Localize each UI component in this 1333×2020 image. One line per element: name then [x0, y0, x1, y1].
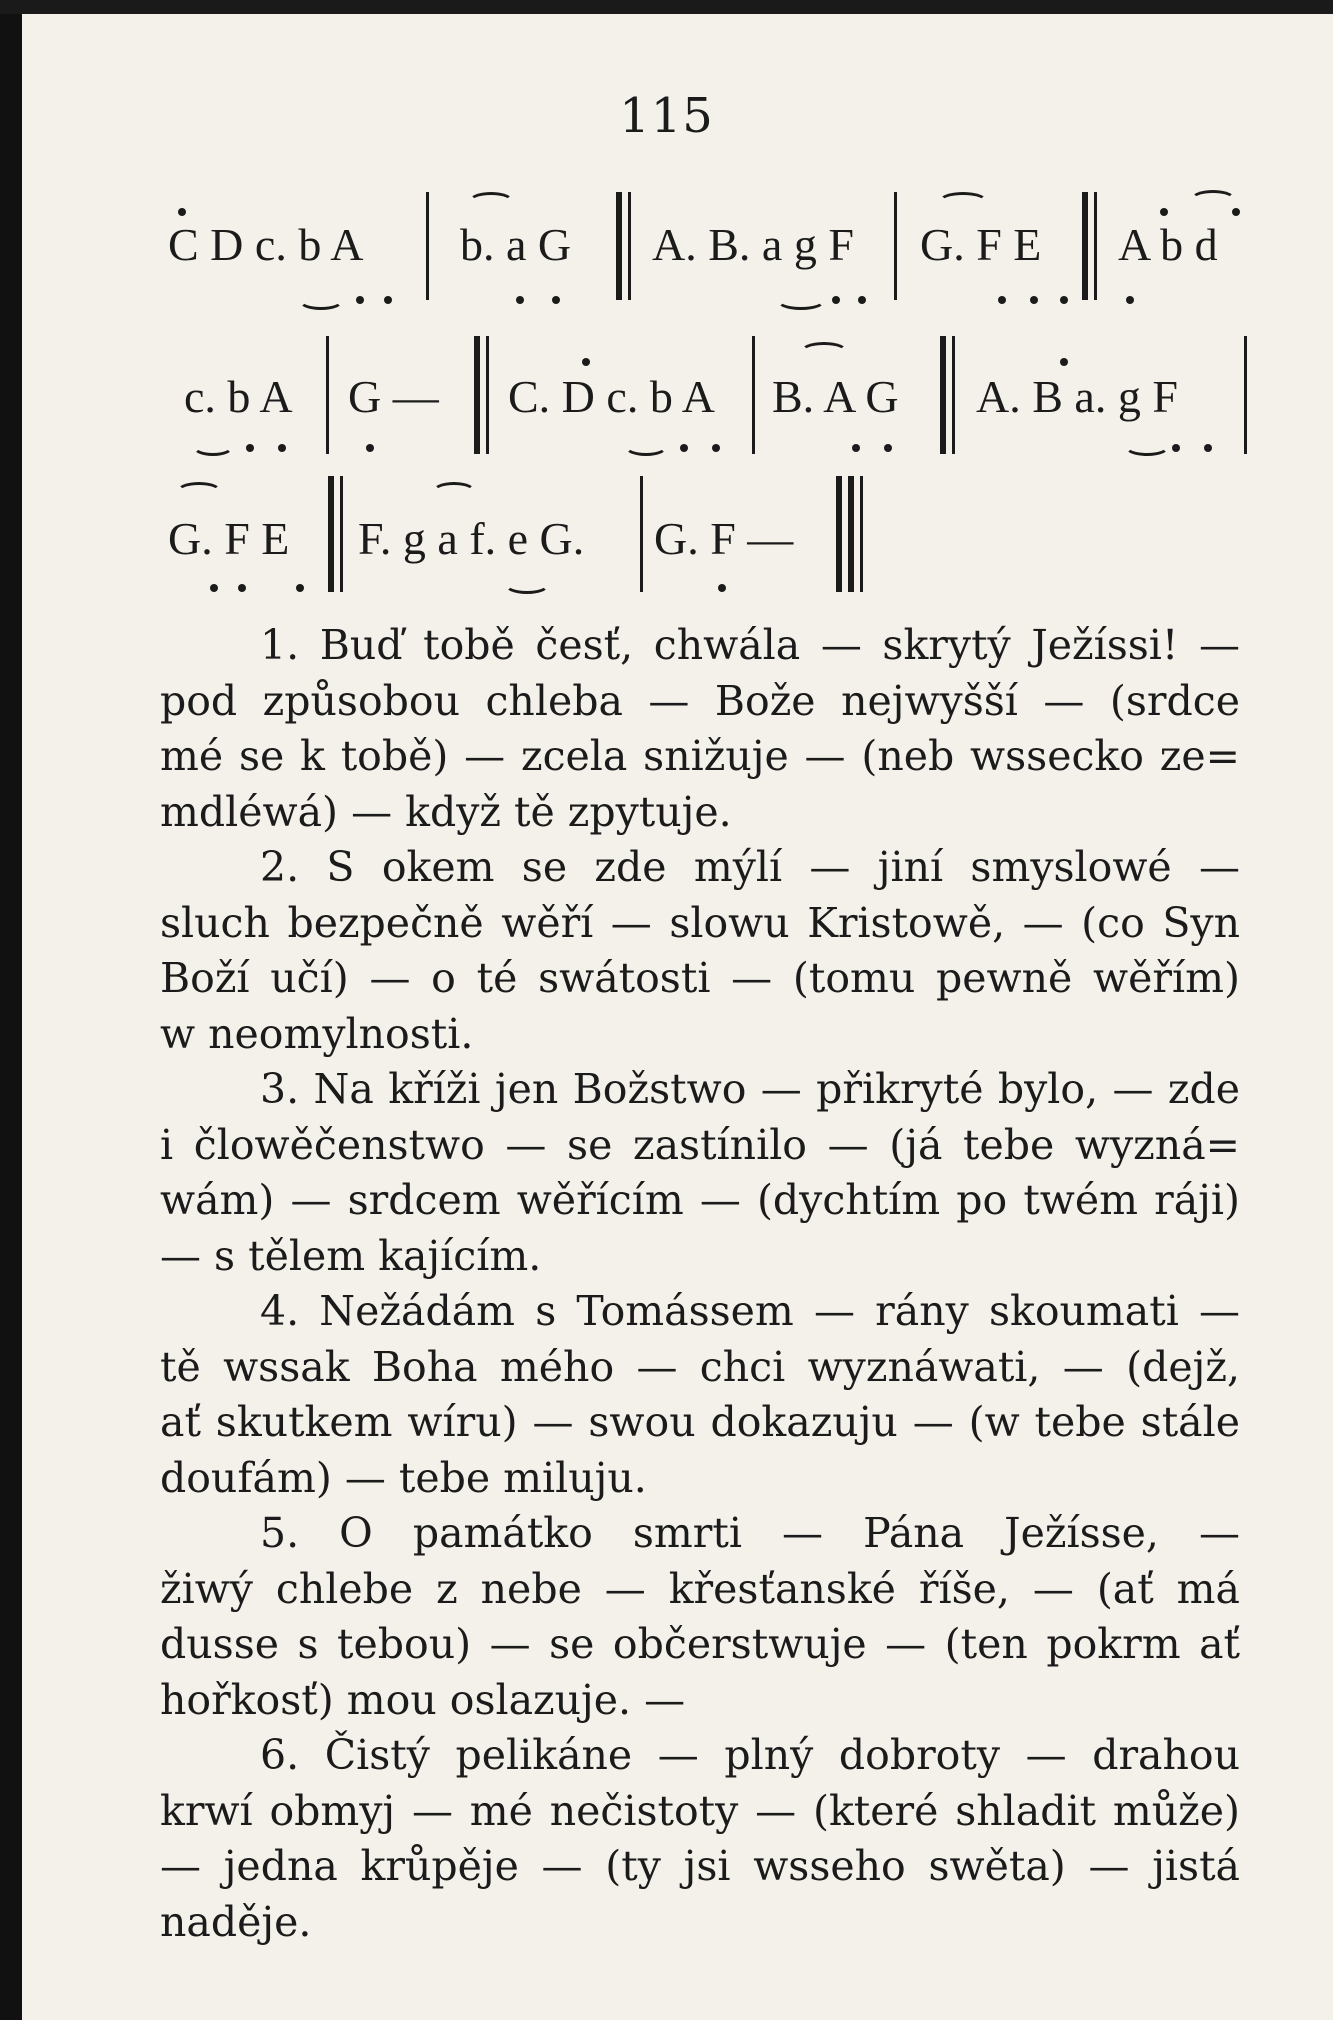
tie-mark	[192, 436, 234, 456]
bar-line	[752, 336, 755, 454]
hymn-text	[160, 618, 1240, 1950]
measure: F. g a f. e G.	[358, 513, 585, 564]
text-line: 4. Nežádám s Tomássem — rány skoumati —	[260, 1287, 1240, 1335]
measure: G. F E	[920, 219, 1042, 270]
note-dot	[832, 296, 840, 304]
text-line: doufám) — tebe miluju.	[160, 1453, 647, 1502]
note-dot	[238, 584, 246, 592]
note-dot	[1030, 296, 1038, 304]
double-bar-line	[474, 336, 480, 454]
note-dot	[210, 584, 218, 592]
tie-mark	[504, 574, 550, 594]
note-dot	[516, 296, 524, 304]
note-dot	[1060, 296, 1068, 304]
text-line: tě wssak Boha mého — chci wyznáwati, — (dejž,	[160, 1342, 1240, 1391]
page-number: 115	[619, 88, 714, 144]
text-line: — s tělem kajícím.	[160, 1231, 542, 1280]
slur-mark	[800, 342, 848, 362]
note-dot	[680, 444, 688, 452]
measure: C D c. b A	[168, 219, 364, 270]
bar-line	[326, 336, 329, 454]
note-dot	[712, 444, 720, 452]
tie-mark	[776, 290, 826, 310]
final-bar-line	[836, 476, 842, 592]
measure: G. F —	[654, 513, 794, 564]
text-line: Boží učí) — o té swátosti — (tomu pewně wěřím)	[160, 954, 1240, 1002]
slur-mark	[468, 192, 514, 212]
note-dot	[246, 444, 254, 452]
text-line: žiwý chlebe z nebe — křesťanské říše, — (ať má	[160, 1564, 1240, 1613]
text-line: i člowěčenstwo — se zastínilo — (já tebe wyzná=	[160, 1120, 1240, 1169]
double-bar-line	[1082, 192, 1088, 300]
slur-mark	[176, 482, 222, 502]
bar-line	[628, 192, 631, 300]
note-dot	[858, 296, 866, 304]
text-line: w neomylnosti.	[160, 1009, 474, 1058]
text-line: mé se k tobě) — zcela snižuje — (neb wssecko ze=	[160, 732, 1240, 780]
note-dot	[356, 296, 364, 304]
note-dot	[552, 296, 560, 304]
tie-mark	[1124, 436, 1170, 456]
note-dot	[1204, 444, 1212, 452]
note-dot	[718, 584, 726, 592]
text-line: — jedna krůpěje — (ty jsi wsseho swěta) — jistá	[160, 1842, 1240, 1890]
measure: G. F E	[168, 513, 290, 564]
note-dot	[366, 444, 374, 452]
measure: C. D c. b A	[508, 371, 715, 422]
note-dot	[852, 444, 860, 452]
bar-line	[952, 336, 955, 454]
bar-line	[1094, 192, 1097, 300]
measure: A b d	[1118, 219, 1218, 270]
tie-mark	[298, 290, 344, 310]
measure: G —	[348, 371, 439, 422]
text-line: sluch bezpečně wěří — slowu Kristowě, — (co Syn	[160, 898, 1240, 947]
text-line: 3. Na kříži jen Božstwo — přikryté bylo, — zde	[260, 1065, 1240, 1113]
text-line: pod způsobou chleba — Bože nejwyšší — (srdce	[160, 676, 1240, 725]
text-line: 2. S okem se zde mýlí — jiní smyslowé —	[260, 843, 1240, 891]
note-dot	[1126, 296, 1134, 304]
note-dot	[384, 296, 392, 304]
note-dot	[1160, 208, 1168, 216]
bar-line	[486, 336, 489, 454]
measure: c. b A	[184, 371, 293, 422]
note-dot	[998, 296, 1006, 304]
note-dot	[296, 584, 304, 592]
text-line: 1. Buď tobě česť, chwála — skrytý Ježíssi! —	[260, 621, 1240, 669]
text-line: hořkosť) mou oslazuje. —	[160, 1675, 686, 1724]
text-line: wám) — srdcem wěřícím — (dychtím po twém ráji)	[160, 1176, 1240, 1224]
bar-line	[426, 192, 429, 300]
bar-line	[340, 476, 343, 592]
text-line: krwí obmyj — mé nečistoty — (které shladit může)	[160, 1786, 1240, 1835]
note-dot	[278, 444, 286, 452]
text-line: 5. O památko smrti — Pána Ježísse, —	[260, 1509, 1240, 1557]
double-bar-line	[940, 336, 946, 454]
measure: A. B a. g F	[976, 371, 1178, 422]
note-dot	[1172, 444, 1180, 452]
measure: A. B. a g F	[652, 219, 854, 270]
note-dot	[1060, 358, 1068, 366]
final-bar-line	[848, 476, 854, 592]
text-line: ať skutkem wíru) — swou dokazuju — (w tebe stále	[160, 1398, 1240, 1446]
double-bar-line	[616, 192, 622, 300]
measure: b. a G	[460, 219, 572, 270]
slur-mark	[938, 192, 988, 212]
double-bar-line	[328, 476, 334, 592]
text-line: mdléwá) — když tě zpytuje.	[160, 787, 732, 836]
note-dot	[178, 208, 186, 216]
text-line: naděje.	[160, 1897, 312, 1946]
bar-line	[894, 192, 897, 300]
measure: B. A G	[772, 371, 899, 422]
bar-line	[860, 476, 863, 592]
slur-mark	[1190, 190, 1236, 210]
bar-line	[640, 476, 643, 592]
tie-mark	[624, 436, 668, 456]
music-notation	[0, 0, 1333, 640]
bar-line	[1244, 336, 1247, 454]
note-dot	[884, 444, 892, 452]
note-dot	[582, 358, 590, 366]
text-line: dusse s tebou) — se občerstwuje — (ten pokrm ať	[160, 1620, 1240, 1668]
slur-mark	[432, 482, 476, 502]
text-line: 6. Čistý pelikáne — plný dobroty — drahou	[260, 1731, 1240, 1779]
